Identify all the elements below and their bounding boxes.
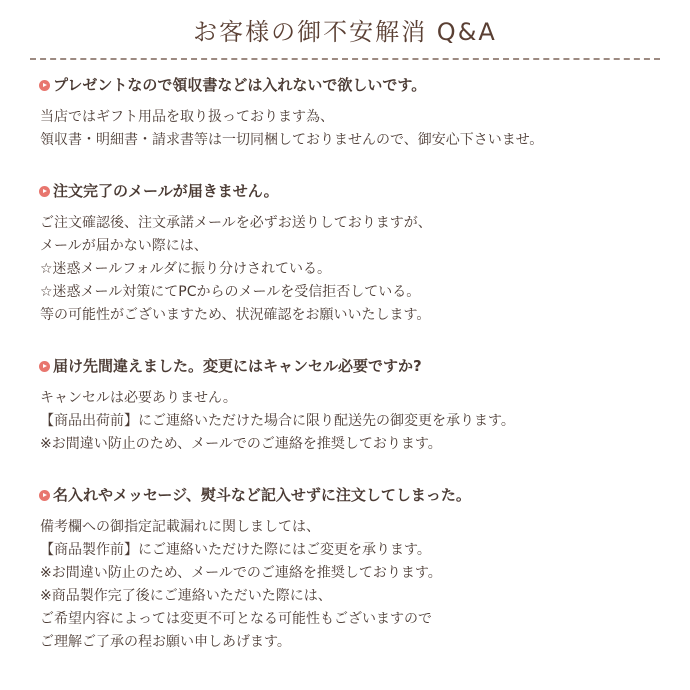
bullet-arrow-icon xyxy=(39,80,50,91)
qa-item xyxy=(40,355,660,456)
qa-item xyxy=(40,74,660,152)
page-title: お客様の御不安解消 Q&A xyxy=(193,18,497,46)
answer-line: キャンセルは必要ありません。 xyxy=(40,390,237,406)
answer-line: 【商品出荷前】にご連絡いただけた場合に限り配送先の御変更を承ります。 xyxy=(40,413,515,429)
answer-line: 当店ではギフト用品を取り扱っております為、 xyxy=(40,109,334,125)
answer-line: 備考欄への御指定記載漏れに関しましては、 xyxy=(40,519,320,535)
qa-item xyxy=(40,484,660,654)
question xyxy=(39,355,660,377)
answer xyxy=(40,387,660,456)
question-text: 名入れやメッセージ、熨斗など記入せずに注文してしまった。 xyxy=(53,486,471,504)
answer-line: ☆迷惑メール対策にてPCからのメールを受信拒否している。 xyxy=(40,284,421,300)
question xyxy=(39,74,660,96)
bullet-arrow-icon xyxy=(39,490,50,501)
question-text: プレゼントなので領収書などは入れないで欲しいです。 xyxy=(53,76,427,94)
question xyxy=(39,484,660,506)
answer-line: ご注文確認後、注文承諾メールを必ずお送りしておりますが、 xyxy=(40,215,432,231)
answer-line: 等の可能性がございますため、状況確認をお願いいたします。 xyxy=(40,307,431,323)
question-text: 注文完了のメールが届きません。 xyxy=(53,182,279,200)
answer-line: ※お間違い防止のため、メールでのご連絡を推奨しております。 xyxy=(40,436,442,452)
answer xyxy=(40,212,660,327)
answer-line: ☆迷惑メールフォルダに振り分けされている。 xyxy=(40,261,332,277)
bullet-arrow-icon xyxy=(39,186,50,197)
answer-line: ※お間違い防止のため、メールでのご連絡を推奨しております。 xyxy=(40,565,442,581)
question-text: 届け先間違えました。変更にはキャンセル必要ですか? xyxy=(53,357,422,375)
answer-line: 【商品製作前】にご連絡いただけた際にはご変更を承ります。 xyxy=(40,542,431,558)
answer-line: ※商品製作完了後にご連絡いただいた際には、 xyxy=(40,588,332,604)
qa-item xyxy=(40,180,660,327)
answer-line: ご希望内容によっては変更不可となる可能性もございますので xyxy=(40,611,432,627)
answer xyxy=(40,106,660,152)
answer-line: ご理解ご了承の程お願い申しあげます。 xyxy=(40,634,291,650)
bullet-arrow-icon xyxy=(39,361,50,372)
dashed-divider xyxy=(30,58,660,60)
question xyxy=(39,180,660,202)
answer-line: メールが届かない際には、 xyxy=(40,238,208,254)
answer xyxy=(40,516,660,654)
answer-line: 領収書・明細書・請求書等は一切同梱しておりませんので、御安心下さいませ。 xyxy=(40,132,544,148)
